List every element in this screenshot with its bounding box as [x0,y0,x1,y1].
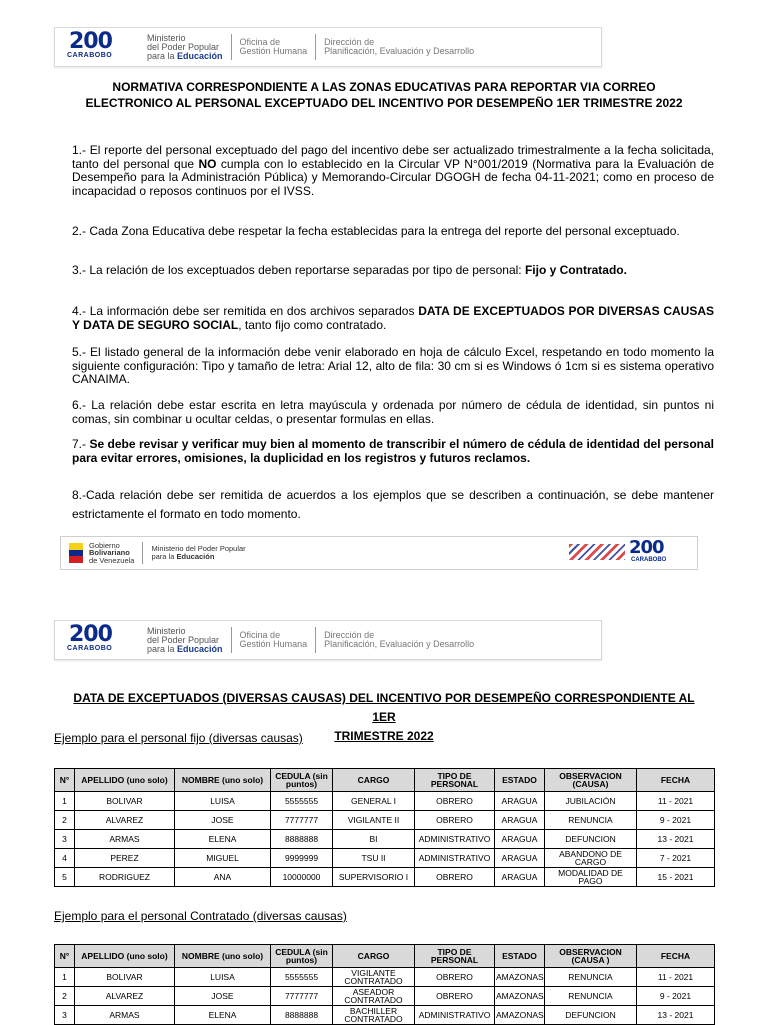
table-cell: RODRIGUEZ [75,868,175,887]
table-cell: 7777777 [271,811,333,830]
table-cell: ARMAS [75,1006,175,1025]
table-cell: RENUNCIA [545,811,637,830]
table-cell: 5555555 [271,968,333,987]
column-header: CEDULA (sin puntos) [271,769,333,792]
table-cell: 11 - 2021 [637,792,715,811]
column-header: APELLIDO (uno solo) [75,945,175,968]
table-cell: ALVAREZ [75,987,175,1006]
government-name: Gobierno Bolivariano de Venezuela [89,540,135,565]
office-name: Oficina de Gestión Humana [239,37,308,56]
table-cell: AMAZONAS [495,1006,545,1025]
table-cell: ADMINISTRATIVO [415,1006,495,1025]
divider [231,627,232,653]
rule-4: 4.- La información debe ser remitida en dos archivos separados DATA DE EXCEPTUADOS POR DIVERSAS CAUSAS Y DATA DE SEGURO SOCIAL, tanto fijo como contratado. [72,304,715,332]
table-cell: 3 [55,830,75,849]
fijo-example-label: Ejemplo para el personal fijo (diversas causas) [54,731,303,745]
table-cell: 1 [55,792,75,811]
table-cell: ADMINISTRATIVO [415,849,495,868]
column-header: ESTADO [495,945,545,968]
table-cell: ELENA [175,1006,271,1025]
table-row [55,868,715,887]
table-cell: MODALIDAD DE PAGO [545,868,637,887]
table-cell: 7 - 2021 [637,849,715,868]
table-cell: 8888888 [271,1006,333,1025]
table-cell: ANA [175,868,271,887]
table-cell: ALVAREZ [75,811,175,830]
column-header: CARGO [333,945,415,968]
table-cell: BOLIVAR [75,968,175,987]
table-row [55,987,715,1006]
bicentenary-logo: 200 CARABOBO [67,29,113,59]
venezuela-flag-icon [69,543,83,563]
table-cell: 9 - 2021 [637,811,715,830]
table-cell: SUPERVISORIO I [333,868,415,887]
office-name: Oficina de Gestión Humana [239,630,308,649]
rule-5: 5.- El listado general de la información debe venir elaborado en hoja de cálculo Excel, respetando en todo momento la siguiente configuración: Tipo y tamaño de letra: Arial 12, alto de fila: 30 cm si es Windows ó 1cm si es sistema operativo CANAIMA. [72,345,714,386]
table-cell: ADMINISTRATIVO [415,830,495,849]
table-cell: 8888888 [271,830,333,849]
table-cell: 10000000 [271,868,333,887]
direction-name: Dirección de Planificación, Evaluación y Desarrollo [324,37,475,56]
column-header: FECHA [637,945,715,968]
table-header-row [55,769,715,792]
rule-3: 3.- La relación de los exceptuados deben reportarse separadas por tipo de personal: Fijo y Contratado. [72,263,627,277]
column-header: NOMBRE (uno solo) [175,769,271,792]
table-cell: 3 [55,1006,75,1025]
ministry-name: Ministerio del Poder Popular para la Educación [147,32,223,61]
table-cell: 13 - 2021 [637,1006,715,1025]
divider [315,627,316,653]
table-cell: ABANDONO DE CARGO [545,849,637,868]
table-cell: 9 - 2021 [637,987,715,1006]
table-cell: BACHILLER CONTRATADO [333,1006,415,1025]
rule-1: 1.- El reporte del personal exceptuado del pago del incentivo debe ser actualizado trimestralmente a la fecha solicitada, tanto del personal que NO cumpla con lo establecido en la Circular VP N°001/2019 (Normativa para la Evaluación de Desempeño para la Administración Pública) y Memorando-Circular DGOGH de fecha 04-11-2021; como en proceso de incapacidad o reposos continuos por el IVSS. [72,143,714,198]
table-cell: OBRERO [415,987,495,1006]
column-header: CARGO [333,769,415,792]
table-header-row [55,945,715,968]
section-title: DATA DE EXCEPTUADOS (DIVERSAS CAUSAS) DEL INCENTIVO POR DESEMPEÑO CORRESPONDIENTE AL 1ER TRIMESTRE 2022 [73,691,695,743]
column-header: APELLIDO (uno solo) [75,769,175,792]
table-cell: JUBILACIÓN [545,792,637,811]
table-row [55,968,715,987]
table-cell: 15 - 2021 [637,868,715,887]
table-cell: 13 - 2021 [637,830,715,849]
document-title: NORMATIVA CORRESPONDIENTE A LAS ZONAS EDUCATIVAS PARA REPORTAR VIA CORREO ELECTRONICO AL PERSONAL EXCEPTUADO DEL INCENTIVO POR DESEMPEÑO 1ER TRIMESTRE 2022 [85,80,683,110]
footer-bicentenary-logo: 200 CARABOBO [569,540,689,566]
table-cell: OBRERO [415,868,495,887]
divider [315,34,316,60]
table-cell: PEREZ [75,849,175,868]
bicentenary-logo: 200 CARABOBO [67,622,113,652]
table-cell: ELENA [175,830,271,849]
table-cell: 4 [55,849,75,868]
table-cell: ARAGUA [495,811,545,830]
column-header: CEDULA (sin puntos) [271,945,333,968]
table-cell: BOLIVAR [75,792,175,811]
footer-banner [60,536,698,570]
divider [231,34,232,60]
table-cell: VIGILANTE CONTRATADO [333,968,415,987]
table-cell: LUISA [175,792,271,811]
table-cell: RENUNCIA [545,968,637,987]
table-row [55,849,715,868]
table-cell: AMAZONAS [495,987,545,1006]
column-header: N° [55,945,75,968]
table-cell: 5 [55,868,75,887]
contratado-example-label: Ejemplo para el personal Contratado (diversas causas) [54,909,347,923]
table-row [55,792,715,811]
table-cell: BI [333,830,415,849]
table-cell: ARAGUA [495,792,545,811]
rule-6: 6.- La relación debe estar escrita en letra mayúscula y ordenada por número de cédula de identidad, sin puntos ni comas, sin combinar u ocultar celdas, o presentar formulas en ellas. [72,398,714,426]
table-cell: DEFUNCION [545,1006,637,1025]
table-cell: JOSE [175,987,271,1006]
header-banner-2 [54,620,602,660]
table-cell: GENERAL I [333,792,415,811]
column-header: N° [55,769,75,792]
table-cell: 7777777 [271,987,333,1006]
footer-ministry-name: Ministerio del Poder Popular para la Educación [151,544,246,561]
table-cell: ARAGUA [495,868,545,887]
table-cell: 11 - 2021 [637,968,715,987]
column-header: ESTADO [495,769,545,792]
rule-2: 2.- Cada Zona Educativa debe respetar la fecha establecidas para la entrega del reporte del personal exceptuado. [72,224,680,238]
table-cell: RENUNCIA [545,987,637,1006]
direction-name: Dirección de Planificación, Evaluación y Desarrollo [324,630,475,649]
column-header: FECHA [637,769,715,792]
column-header: TIPO DE PERSONAL [415,945,495,968]
rule-7: 7.- Se debe revisar y verificar muy bien al momento de transcribir el número de cédula de identidad del personal para evitar errores, omisiones, la duplicidad en los registros y futuros reclamos. [72,437,714,465]
table-cell: ARAGUA [495,830,545,849]
table-cell: MIGUEL [175,849,271,868]
column-header: OBSERVACION (CAUSA ) [545,945,637,968]
table-row [55,1006,715,1025]
table-cell: 2 [55,811,75,830]
fijo-table [54,768,715,887]
ministry-name: Ministerio del Poder Popular para la Educación [147,625,223,654]
table-row [55,811,715,830]
table-cell: 2 [55,987,75,1006]
table-cell: OBRERO [415,968,495,987]
table-cell: LUISA [175,968,271,987]
table-cell: TSU II [333,849,415,868]
table-cell: DEFUNCION [545,830,637,849]
divider [142,542,143,564]
column-header: OBSERVACION (CAUSA) [545,769,637,792]
table-cell: OBRERO [415,811,495,830]
rule-8: 8.-Cada relación debe ser remitida de acuerdos a los ejemplos que se describen a continuación, se debe mantener estrictamente el formato en todo momento. [72,488,714,521]
table-cell: ARMAS [75,830,175,849]
table-cell: OBRERO [415,792,495,811]
table-cell: ARAGUA [495,849,545,868]
table-cell: AMAZONAS [495,968,545,987]
table-cell: 9999999 [271,849,333,868]
column-header: NOMBRE (uno solo) [175,945,271,968]
table-cell: 5555555 [271,792,333,811]
table-row [55,830,715,849]
column-header: TIPO DE PERSONAL [415,769,495,792]
table-cell: JOSE [175,811,271,830]
table-cell: VIGILANTE II [333,811,415,830]
contratado-table [54,944,715,1025]
table-cell: ASEADOR CONTRATADO [333,987,415,1006]
header-banner [54,27,602,67]
table-cell: 1 [55,968,75,987]
